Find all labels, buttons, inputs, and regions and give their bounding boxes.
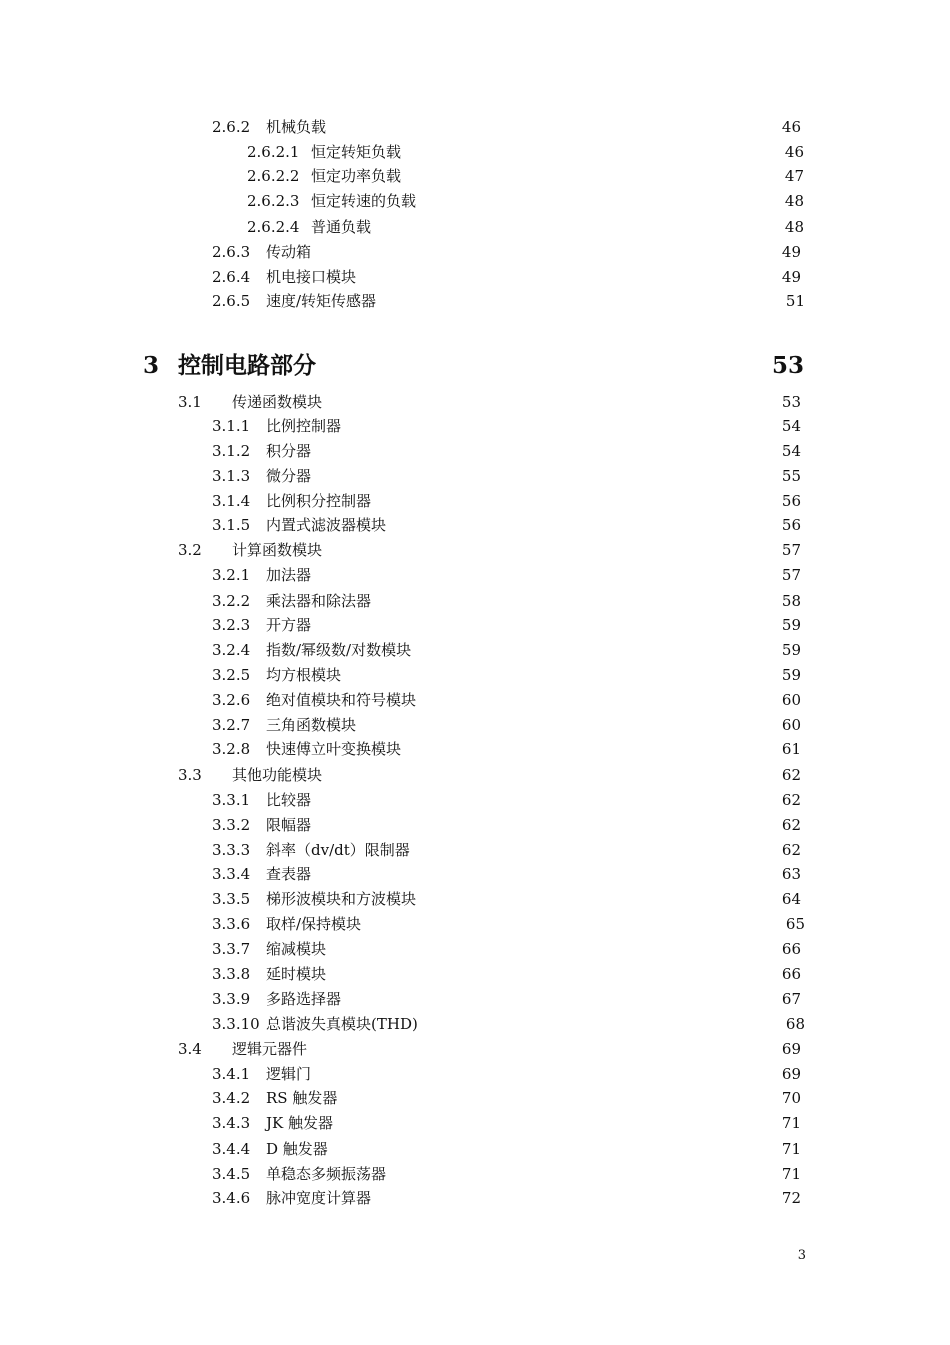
toc-entry[interactable] bbox=[0, 265, 950, 289]
toc-section-title: 比例控制器 bbox=[266, 417, 342, 435]
toc-page-number: 53 bbox=[771, 352, 804, 379]
toc-entry[interactable] bbox=[0, 589, 950, 613]
toc-section-number: 2.6.2.3 bbox=[247, 192, 300, 210]
toc-page-number: 62 bbox=[781, 841, 801, 859]
toc-section-title: 乘法器和除法器 bbox=[266, 592, 372, 610]
toc-section-title: 逻辑元器件 bbox=[232, 1040, 308, 1058]
toc-entry[interactable] bbox=[0, 987, 950, 1011]
toc-page-number: 59 bbox=[781, 616, 801, 634]
toc-section-number: 3.3 bbox=[178, 766, 202, 784]
toc-entry[interactable] bbox=[0, 912, 950, 936]
toc-section-title: 机械负载 bbox=[266, 118, 327, 136]
toc-section-title: 开方器 bbox=[266, 616, 312, 634]
toc-entry[interactable] bbox=[0, 240, 950, 264]
toc-section-title: 比例积分控制器 bbox=[266, 492, 372, 510]
toc-section-title: 速度/转矩传感器 bbox=[266, 292, 377, 310]
toc-section-number: 3.4 bbox=[178, 1040, 202, 1058]
toc-section-title: 脉冲宽度计算器 bbox=[266, 1189, 372, 1207]
toc-section-number: 2.6.2.2 bbox=[247, 167, 300, 185]
toc-entry[interactable] bbox=[0, 788, 950, 812]
toc-page-number: 66 bbox=[781, 940, 801, 958]
toc-section-title: 恒定转速的负载 bbox=[311, 192, 417, 210]
toc-section-number: 3.4.2 bbox=[212, 1089, 251, 1107]
toc-section-number: 2.6.5 bbox=[212, 292, 251, 310]
toc-entry[interactable] bbox=[0, 813, 950, 837]
toc-section-number: 3.4.1 bbox=[212, 1065, 251, 1083]
toc-page-number: 56 bbox=[781, 516, 801, 534]
toc-entry[interactable] bbox=[0, 937, 950, 961]
toc-section-title: 指数/幂级数/对数模块 bbox=[266, 641, 412, 659]
toc-section-title: RS 触发器 bbox=[266, 1089, 338, 1107]
toc-page-number: 70 bbox=[781, 1089, 801, 1107]
toc-section-title: 单稳态多频振荡器 bbox=[266, 1165, 387, 1183]
toc-page-number: 59 bbox=[781, 641, 801, 659]
toc-entry[interactable] bbox=[0, 663, 950, 687]
toc-page-number: 46 bbox=[784, 143, 804, 161]
toc-section-title: 总谐波失真模块(THD) bbox=[266, 1015, 418, 1033]
toc-section-number: 2.6.2 bbox=[212, 118, 251, 136]
toc-entry[interactable] bbox=[0, 638, 950, 662]
toc-section-title: 取样/保持模块 bbox=[266, 915, 362, 933]
toc-section-title: 恒定转矩负载 bbox=[311, 143, 402, 161]
toc-entry[interactable] bbox=[0, 513, 950, 537]
toc-entry[interactable] bbox=[0, 763, 950, 787]
toc-section-title: 逻辑门 bbox=[266, 1065, 312, 1083]
toc-section-title: 机电接口模块 bbox=[266, 268, 357, 286]
toc-page-number: 54 bbox=[781, 417, 801, 435]
toc-entry[interactable] bbox=[0, 1012, 950, 1036]
toc-section-title: 绝对值模块和符号模块 bbox=[266, 691, 417, 709]
toc-section-title: 其他功能模块 bbox=[232, 766, 323, 784]
toc-section-title: 微分器 bbox=[266, 467, 312, 485]
toc-section-title: 快速傅立叶变换模块 bbox=[266, 740, 402, 758]
toc-page-number: 48 bbox=[784, 192, 804, 210]
toc-page-number: 60 bbox=[781, 691, 801, 709]
toc-entry[interactable] bbox=[0, 862, 950, 886]
toc-section-title: 加法器 bbox=[266, 566, 312, 584]
toc-page-number: 71 bbox=[781, 1140, 801, 1158]
toc-section-number: 3.2.2 bbox=[212, 592, 251, 610]
toc-entry[interactable] bbox=[0, 1111, 950, 1135]
toc-entry[interactable] bbox=[0, 688, 950, 712]
toc-page-number: 46 bbox=[781, 118, 801, 136]
toc-page-number: 51 bbox=[785, 292, 805, 310]
toc-section-number: 3.3.6 bbox=[212, 915, 251, 933]
toc-section-title: 查表器 bbox=[266, 865, 312, 883]
toc-page-number: 64 bbox=[781, 890, 801, 908]
toc-section-title: 多路选择器 bbox=[266, 990, 342, 1008]
toc-section-number: 3.3.2 bbox=[212, 816, 251, 834]
toc-page-number: 62 bbox=[781, 816, 801, 834]
toc-page-number: 69 bbox=[781, 1040, 801, 1058]
toc-section-title: D 触发器 bbox=[266, 1140, 328, 1158]
toc-section-title: JK 触发器 bbox=[266, 1114, 333, 1132]
toc-entry[interactable] bbox=[0, 1137, 950, 1161]
toc-section-number: 3.4.3 bbox=[212, 1114, 251, 1132]
toc-page-number: 58 bbox=[781, 592, 801, 610]
toc-entry[interactable] bbox=[0, 538, 950, 562]
toc-section-number: 3.3.1 bbox=[212, 791, 251, 809]
toc-entry[interactable] bbox=[0, 737, 950, 761]
toc-section-title: 控制电路部分 bbox=[178, 352, 316, 379]
toc-page-number: 62 bbox=[781, 791, 801, 809]
toc-page-number: 53 bbox=[781, 393, 801, 411]
toc-section-number: 3.3.7 bbox=[212, 940, 251, 958]
toc-section-number: 3.1.4 bbox=[212, 492, 251, 510]
toc-entry[interactable] bbox=[0, 115, 950, 139]
toc-section-number: 3 bbox=[143, 352, 160, 379]
toc-section-number: 2.6.2.4 bbox=[247, 218, 300, 236]
toc-entry[interactable] bbox=[0, 1186, 950, 1210]
toc-section-number: 3.2.1 bbox=[212, 566, 251, 584]
toc-section-number: 3.4.6 bbox=[212, 1189, 251, 1207]
toc-page-number: 68 bbox=[785, 1015, 805, 1033]
toc-section-title: 积分器 bbox=[266, 442, 312, 460]
toc-section-number: 3.2 bbox=[178, 541, 202, 559]
toc-section-number: 3.3.10 bbox=[212, 1015, 260, 1033]
toc-section-number: 3.2.8 bbox=[212, 740, 251, 758]
toc-section-number: 3.2.7 bbox=[212, 716, 251, 734]
toc-entry[interactable] bbox=[0, 164, 950, 188]
toc-section-number: 3.1.3 bbox=[212, 467, 251, 485]
toc-entry[interactable] bbox=[0, 489, 950, 513]
toc-page-number: 63 bbox=[781, 865, 801, 883]
toc-section-title: 内置式滤波器模块 bbox=[266, 516, 387, 534]
toc-section-number: 3.3.3 bbox=[212, 841, 251, 859]
toc-entry[interactable] bbox=[0, 838, 950, 862]
toc-section-title: 均方根模块 bbox=[266, 666, 342, 684]
toc-section-title: 计算函数模块 bbox=[232, 541, 323, 559]
toc-section-number: 3.2.5 bbox=[212, 666, 251, 684]
toc-entry[interactable] bbox=[0, 962, 950, 986]
toc-page-number: 57 bbox=[781, 566, 801, 584]
toc-entry[interactable] bbox=[0, 1037, 950, 1061]
toc-section-title: 缩减模块 bbox=[266, 940, 327, 958]
toc-page-number: 71 bbox=[781, 1165, 801, 1183]
toc-entry[interactable] bbox=[0, 1062, 950, 1086]
toc-section-number: 3.2.3 bbox=[212, 616, 251, 634]
toc-page-number: 49 bbox=[781, 268, 801, 286]
toc-page-number: 48 bbox=[784, 218, 804, 236]
toc-page-number: 62 bbox=[781, 766, 801, 784]
toc-entry[interactable] bbox=[0, 1162, 950, 1186]
toc-entry[interactable] bbox=[0, 215, 950, 239]
toc-section-title: 比较器 bbox=[266, 791, 312, 809]
toc-page-number: 49 bbox=[781, 243, 801, 261]
toc-entry[interactable] bbox=[0, 713, 950, 737]
toc-section-number: 2.6.2.1 bbox=[247, 143, 300, 161]
toc-chapter-heading[interactable] bbox=[0, 349, 950, 383]
toc-section-number: 3.2.4 bbox=[212, 641, 251, 659]
toc-page-number: 65 bbox=[785, 915, 805, 933]
page-number: 3 bbox=[797, 1248, 806, 1263]
toc-section-number: 3.3.8 bbox=[212, 965, 251, 983]
toc-entry[interactable] bbox=[0, 414, 950, 438]
toc-page-number: 72 bbox=[781, 1189, 801, 1207]
toc-entry[interactable] bbox=[0, 140, 950, 164]
toc-entry[interactable] bbox=[0, 464, 950, 488]
toc-entry[interactable] bbox=[0, 563, 950, 587]
toc-section-number: 3.1.1 bbox=[212, 417, 251, 435]
toc-section-title: 三角函数模块 bbox=[266, 716, 357, 734]
toc-section-number: 3.3.4 bbox=[212, 865, 251, 883]
toc-entry[interactable] bbox=[0, 289, 950, 313]
toc-section-title: 限幅器 bbox=[266, 816, 312, 834]
toc-section-number: 3.3.9 bbox=[212, 990, 251, 1008]
toc-entry[interactable] bbox=[0, 390, 950, 414]
toc-page-number: 57 bbox=[781, 541, 801, 559]
toc-section-number: 2.6.4 bbox=[212, 268, 251, 286]
toc-section-number: 3.4.5 bbox=[212, 1165, 251, 1183]
toc-page-number: 67 bbox=[781, 990, 801, 1008]
toc-page-number: 55 bbox=[781, 467, 801, 485]
toc-entry[interactable] bbox=[0, 1086, 950, 1110]
toc-page-number: 71 bbox=[781, 1114, 801, 1132]
toc-page-number: 60 bbox=[781, 716, 801, 734]
toc-section-number: 3.2.6 bbox=[212, 691, 251, 709]
toc-section-title: 恒定功率负载 bbox=[311, 167, 402, 185]
toc-section-number: 3.1.5 bbox=[212, 516, 251, 534]
toc-section-number: 3.3.5 bbox=[212, 890, 251, 908]
toc-page-number: 56 bbox=[781, 492, 801, 510]
toc-page-number: 59 bbox=[781, 666, 801, 684]
toc-section-number: 2.6.3 bbox=[212, 243, 251, 261]
toc-section-title: 斜率（dv/dt）限制器 bbox=[266, 841, 410, 859]
toc-entry[interactable] bbox=[0, 189, 950, 213]
toc-section-title: 梯形波模块和方波模块 bbox=[266, 890, 417, 908]
toc-page-number: 54 bbox=[781, 442, 801, 460]
toc-section-number: 3.4.4 bbox=[212, 1140, 251, 1158]
toc-entry[interactable] bbox=[0, 887, 950, 911]
toc-page-number: 61 bbox=[781, 740, 801, 758]
toc-section-title: 传递函数模块 bbox=[232, 393, 323, 411]
toc-entry[interactable] bbox=[0, 613, 950, 637]
toc-section-title: 普通负载 bbox=[311, 218, 372, 236]
toc-page-number: 47 bbox=[784, 167, 804, 185]
toc-section-number: 3.1.2 bbox=[212, 442, 251, 460]
toc-page-number: 69 bbox=[781, 1065, 801, 1083]
toc-page-number: 66 bbox=[781, 965, 801, 983]
toc-section-number: 3.1 bbox=[178, 393, 202, 411]
toc-section-title: 延时模块 bbox=[266, 965, 327, 983]
toc-section-title: 传动箱 bbox=[266, 243, 312, 261]
toc-entry[interactable] bbox=[0, 439, 950, 463]
